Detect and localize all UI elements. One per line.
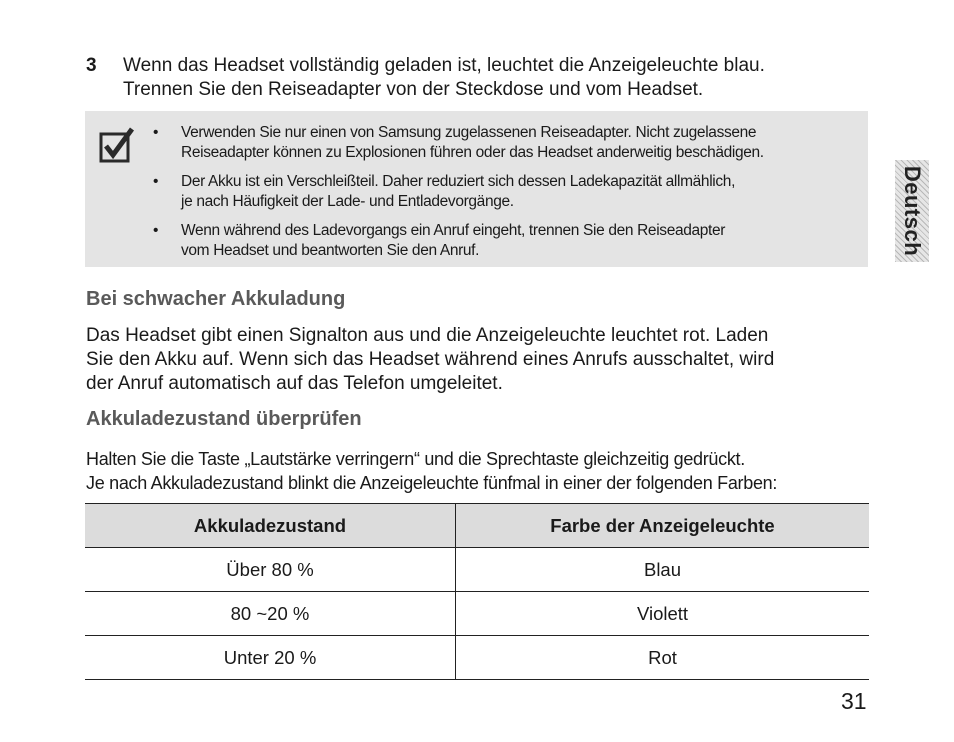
bullet: •	[153, 124, 159, 141]
section-paragraph-low-battery	[86, 324, 876, 396]
note-line: vom Headset und beantworten Sie den Anruf.	[181, 242, 480, 259]
note-item	[153, 123, 865, 163]
checkbox-check-icon	[99, 127, 135, 165]
note-line: Der Akku ist ein Verschleißteil. Daher reduziert sich dessen Ladekapazität allmählich,	[181, 173, 736, 190]
bullet: •	[153, 222, 159, 239]
section-heading-low-battery: Bei schwacher Akkuladung	[86, 288, 346, 310]
paragraph-line: Halten Sie die Taste „Lautstärke verringern“ und die Sprechtaste gleichzeitig gedrückt.	[86, 449, 745, 469]
table-row	[85, 592, 869, 636]
note-list	[153, 123, 865, 270]
step-text	[123, 54, 883, 102]
battery-status-table	[85, 503, 869, 680]
paragraph-line: der Anruf automatisch auf das Telefon umgeleitet.	[86, 373, 503, 394]
paragraph-line: Sie den Akku auf. Wenn sich das Headset während eines Anrufs ausschaltet, wird	[86, 349, 775, 370]
note-line: Verwenden Sie nur einen von Samsung zugelassenen Reiseadapter. Nicht zugelassene	[181, 124, 757, 141]
bullet: •	[153, 173, 159, 190]
table-cell-color: Rot	[456, 636, 870, 680]
step-number: 3	[86, 55, 97, 76]
step-line: Wenn das Headset vollständig geladen ist, leuchtet die Anzeigeleuchte blau.	[123, 55, 765, 76]
language-tab-label: Deutsch	[900, 165, 925, 257]
page-number: 31	[841, 688, 867, 714]
table-cell-level: 80 ~20 %	[85, 592, 456, 636]
table-header-row	[85, 504, 869, 548]
table-cell-color: Violett	[456, 592, 870, 636]
table-cell-color: Blau	[456, 548, 870, 592]
table-header-cell: Farbe der Anzeigeleuchte	[456, 504, 870, 548]
note-line: Wenn während des Ladevorgangs ein Anruf eingeht, trennen Sie den Reiseadapter	[181, 222, 726, 239]
table-cell-level: Unter 20 %	[85, 636, 456, 680]
note-box	[85, 111, 868, 267]
table-row	[85, 548, 869, 592]
table-cell-level: Über 80 %	[85, 548, 456, 592]
note-item	[153, 172, 865, 212]
section-paragraph-check-battery	[86, 447, 876, 495]
table-header-cell: Akkuladezustand	[85, 504, 456, 548]
paragraph-line: Je nach Akkuladezustand blinkt die Anzeigeleuchte fünfmal in einer der folgenden Farben:	[86, 473, 778, 493]
section-heading-check-battery: Akkuladezustand überprüfen	[86, 408, 362, 430]
note-line: je nach Häufigkeit der Lade- und Entladevorgänge.	[181, 193, 514, 210]
paragraph-line: Das Headset gibt einen Signalton aus und die Anzeigeleuchte leuchtet rot. Laden	[86, 325, 769, 346]
table-row	[85, 636, 869, 680]
note-line: Reiseadapter können zu Explosionen führen oder das Headset anderweitig beschädigen.	[181, 144, 764, 161]
step-line: Trennen Sie den Reiseadapter von der Steckdose und vom Headset.	[123, 79, 704, 100]
note-item	[153, 221, 865, 261]
